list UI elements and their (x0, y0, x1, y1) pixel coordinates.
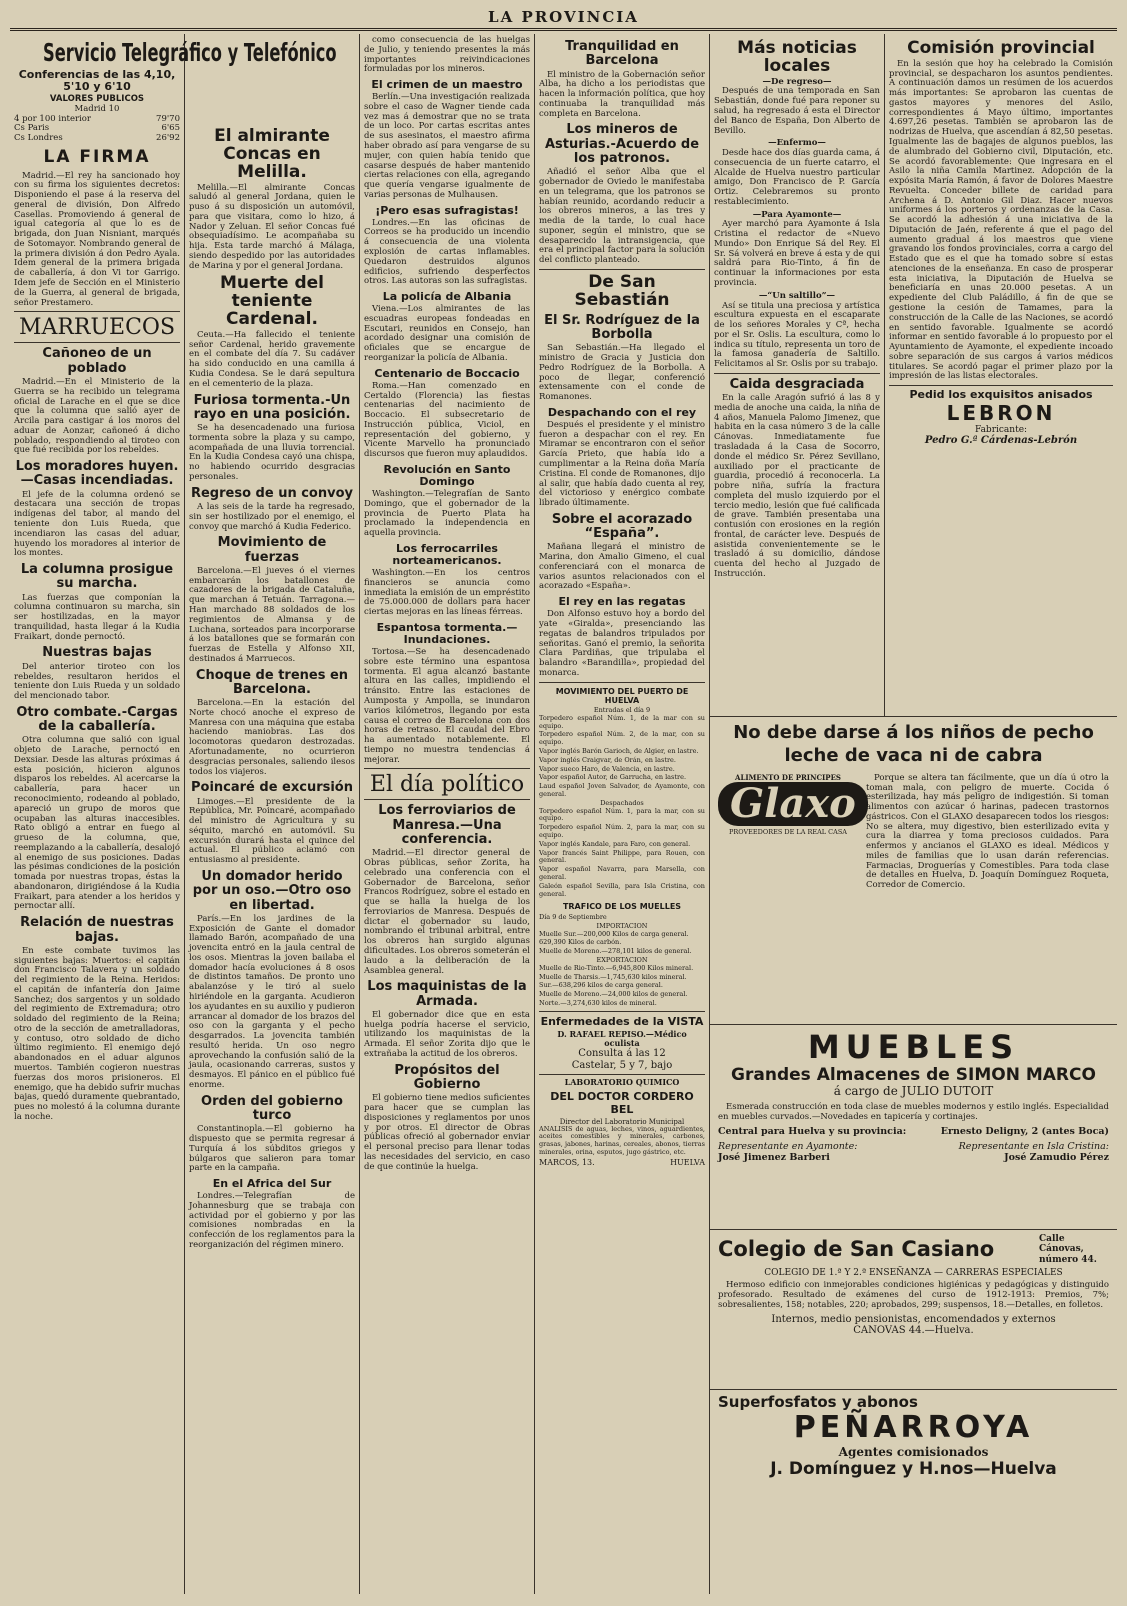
article-headline: Regreso de un convoy (190, 485, 353, 501)
article-headline: Furiosa tormenta.-Un rayo en una posición. (193, 392, 351, 422)
lab-ad-title: LABORATORIO QUIMICO (564, 1077, 680, 1088)
traffic-entry: Sur.—638,296 kilos de carga general. (539, 981, 663, 990)
section-heading: De San Sebastián (574, 271, 670, 310)
article-headline: Caida desgraciada (729, 376, 865, 392)
article-text: Madrid.—El rey ha sancionado hoy con su firma los siguientes decretos: Disponiendo el pase á la reserva del general de división, Don Alfredo Casellas. Promoviendo á general de igual categoría al que lo es de brigada, don Juan Nisniant, marqués de Sotomayor. Nombrando general de la primera división á don Pedro Ayala. Idem general de la primera brigada de caballería, á don Vi tor Garrigo. Idem jefe de Sección en el Ministerio de la Guerra, al general de brigada, señor Prestamero. (14, 170, 180, 308)
article-headline: Propósitos del Gobierno (394, 1062, 500, 1092)
article-text: Barcelona.—En la estación del Norte chocó anoche el expreso de Manresa con una máquina que estaba haciendo maniobras. Las dos locomotoras quedaron destrozadas. Afortunadamente, no ocurrieron desgracias personales, saliendo ilesos todos los viajeros. (189, 698, 355, 777)
section-heading: El día político (369, 772, 525, 798)
port-entry: Vapor inglés Craigvar, de Orán, en lastre. (539, 755, 676, 764)
muebles-reps: José Jimenez Barberi José Zamudio Pérez (718, 1151, 1109, 1163)
traffic-entry: Muelle Sur.—200,000 Kilos de carga general. (539, 929, 689, 938)
article-headline: El crimen de un maestro (371, 78, 523, 92)
article-text: Añadió el señor Alba que el gobernador de Oviedo le manifestaba en un telegrama, que los patronos se habían reunido, acordando reducir a los obreros mineros, a las tres y media de la tarde, lo cual hace suponer, según el ministro, que se desaparecido la intransigencia, que era el principal factor para la solución del conflicto planteado. (539, 167, 705, 266)
traffic-heading: TRAFICO DE LOS MUELLES (562, 902, 682, 912)
article-headline: Los moradores huyen.—Casas incendiadas. (15, 459, 179, 489)
marruecos-heading: MARRUECOS (18, 315, 176, 341)
article-text: Roma.—Han comenzado en Certaldo (Florencia) las fiestas centenarias del nacimiento de Boccacio. El subsecretario de Instrucción pública, Viciol, en representación del gobierno, y Vicente Marvello ha pronunciado discursos que fueron muy aplaudidos. (364, 380, 530, 460)
glaxo-ad-title: No debe darse á los niños de pecho leche de vaca ni de cabra (733, 722, 1094, 767)
article-text: El ministro de la Gobernación señor Alba, ha dicho a los periodistas que hacen la información política, que hoy continuaba la tranquilidad más completa en Barcelona. (539, 69, 705, 119)
column-2 (185, 34, 360, 1594)
port-movements: Entradas el día 9 Torpedero español Núm. 1, de la mar con su equipo. Torpedero español Núm. 2, de la mar, con su equipo. Vapor inglés Barón Garioch, de Algier, en lastre. Vapor inglés Craigvar, de Orán, en lastre. Vapor sueco Haro, de Valencia, en lastre. Vapor español Autor, de Garrucha, en lastre. Laud español Joven Salvador, de Ayamonte, con general. Despachados Torpedero español Núm. 1, para la mar, con su equipo. Torpedero español Núm. 2, para la mar, con su equipo. Vapor inglés Kandale, para Faro, con general. Vapor francés Saint Philippe, para Rouen, con general. Vapor español Navarra, para Marsella, con general. Galeón español Sevilla, para Isla Cristina, con general. TRAFICO DE LOS MUELLES Día 9 de Septiembre IMPORTACION Muelle Sur.—200,000 Kilos de carga general. 629,390 Kilos de carbón. Muelle de Moreno.—278,101 kilos de general. EXPORTACION Muelle de Rio-Tinto.—6,945,800 Kilos mineral. Muelle de Tharsis.—1,745,630 kilos mineral. Sur.—638,296 kilos de carga general. Muelle de Moreno.—24,000 kilos de general. Norte.—3,274,630 kilos de mineral. (539, 706, 705, 1007)
article-text: Después de una temporada en San Sebastián, donde fué para reponer su salud, ha regresado á esta el Director del Banco de España, Don Alberto de Bevillo. (714, 86, 880, 136)
article-text: Washington.—Telegrafían de Santo Domingo, que el gobernador de la provincia de Puerto Plata ha proclamado la independencia en aquella provincia. (364, 489, 530, 539)
port-entry: Vapor francés Saint Philippe, para Rouen, con general. (539, 848, 705, 865)
values-date: Madrid 10 (74, 103, 120, 114)
newspaper-page (10, 6, 1117, 1594)
article-headline: Choque de trenes en Barcelona. (195, 667, 349, 697)
article-headline: Movimiento de fuerzas (217, 535, 327, 565)
port-entry: Vapor inglés Kandale, para Faro, con general. (539, 839, 691, 848)
article-text: Las fuerzas que componían la columna continuaron su marcha, sin ser hostilizadas, en la mayor tranquilidad, hasta llegar á la Kudia Fraikart, donde pernoctó. (14, 592, 180, 642)
article-text: Ayer marchó para Ayamonte á Isla Cristina el redactor de «Nuevo Mundo» Don Enrique Sá del Rey. El Sr. Sá volverá en breve á esta y de qui saldrá para Rio-Tinto, á fin de continuar la informaciones por esta provincia. (714, 219, 880, 288)
article-text: El gobierno tiene medios suficientes para hacer que se cumplan las disposiciones y reglamentos por unos y por otros. El director de Obras públicas ofreció al gobernador enviar el personal preciso para llenar todas las necesidades del servicio, en caso de que continúe la huelga. (364, 1093, 530, 1172)
port-entry: Vapor español Autor, de Garrucha, en lastre. (539, 773, 687, 782)
article-headline: El almirante Concas en Melilla. (214, 126, 330, 182)
article-text: Otra columna que salió con igual objeto de Larache, pernoctó en Dexsiar. Desde las alturas próximas á esta posición, hicieron algunos disparos los rebeldes. Al acercarse la caballería, para hacer un reconocimiento, rodeando al poblado, apareció un grupo de moros que ocupaban las alturas inaccesibles. Rato obligó a entrar en fuego al grueso de la columna, que, reemplazando a la caballería, desalojó al enemigo de sus posiciones. Dadas las pésimas condiciones de la posición tomada por nuestras tropas, éstas la abandonaron, dirigiéndose á la Kudia Fraikart, para atender a los heridos y pernoctar allí. (14, 735, 180, 912)
masthead (10, 6, 1117, 31)
port-entry: Torpedero español Núm. 2, para la mar, con su equipo. (539, 823, 705, 840)
article-headline: El rey en las regatas (558, 595, 686, 609)
article-headline: Tranquilidad en Barcelona (565, 39, 679, 69)
glaxo-logo: Glaxo (718, 782, 868, 826)
article-text: San Sebastián.—Ha llegado el ministro de Gracia y Justicia don Pedro Rodríguez de la Borbolla. A poco de llegar, conferenció extensamente con el conde de Romanones. (539, 343, 705, 403)
glaxo-providers: PROVEEDORES DE LA REAL CASA (729, 827, 847, 836)
conference-times: Conferencias de las 4,10, 5'10 y 6'10 (18, 68, 176, 94)
article-text: Limoges.—El presidente de la República, Mr. Poincaré, acompañado del ministro de Agricultura y su séquito, marchó en automóvil. Su excursión durará hasta el quince del actual. El público aclamó con entusiasmo al presidente. (189, 796, 355, 866)
article-text: Don Alfonso estuvo hoy a bordo del yate «Giralda», presenciando las regatas de balandros tripulados por señoritas. Ganó el premio, la señorita Clara Pardiñas, que tripulaba el balandro «Barandilla», propiedad del monarca. (539, 609, 705, 678)
column-5 (710, 34, 1117, 1594)
traffic-entry: Muelle de Moreno.—278,101 kilos de general. (539, 947, 692, 956)
article-text: En este combate tuvimos las siguientes bajas: Muertos: el capitán don Francisco Talavera y un soldado del regimiento de la Reina. Heridos: el capitán de infantería don Jaime Sanchez; dos sargentos y un soldado del regimiento de Extremadura; otro soldado del regimiento de la Reina; otro de la sección de ametralladoras, y contuso, otro soldado de dicho último regimiento. El enemigo dejó abandonados en el aduar algunos muertos. También cogieron nuestras fuerzas dos moros prisioneros. El enemigo, que ha debido sufrir muchas bajas, quedó duramente quebrantado, pues no molestó á la columna durante la noche. (14, 945, 180, 1122)
article-text: En la sesión que hoy ha celebrado la Comisión provincial, se despacharon los asuntos pendientes. A continuación damos un resúmen de los acuerdos más importantes: Se aprobaron las cuentas de gastos mayores y menores del Asilo, correspondientes á Mayo último, importantes 4.697,26 pesetas. También se aprobaron las de nodrizas de Huelva, que ascendían á 82,50 pesetas. Igualmente las de bagajes de algunos pueblos, las de alumbrado del Gobierno civil, Diputación, etc. Se acordó favorablemente: Que ingresara en el Asilo la niña Camila Martinez. Adopción de la expósita María Ramón, á favor de Dolores Maestre Revuelta. Conceder billete de caridad para Archena á D. Antonio Gil Diaz. Hacer nuevos uniformes á los porteros y ordenanzas de la Casa. Se acordó la adhesión á una iniciativa de la Diputación de Jaén, referente á que el pago del aumento gradual á los maestros que viene gravando los fondos provinciales, corra a cargo del Estado que es el que ha tomado sobre sí estas atenciones de la enseñanza. En caso de prosperar esta iniciativa, la Diputación de Huelva se beneficiaría en unas 20.000 pesetas. A un expediente del Club Paládillo, á fin de que se gestione la cesión de Tamames, para la construcción de la Calle de las Naciones, se acordó en sentido favorable. Igualmente se acordó informar en sentido favorable á lo propuesto por el Ayuntamiento de Ayamonte, el expediente incoado sobre separación de sus cargos á varios médicos titulares. Se acordó pagar el primer plazo por la impresión de las listas electorales. (889, 58, 1113, 382)
colegio-contact: CANOVAS 44.—Huelva. (853, 1325, 974, 1337)
port-heading: MOVIMIENTO DEL PUERTO DE HUELVA (555, 686, 689, 705)
port-entry: Laud español Joven Salvador, de Ayamonte, con general. (539, 782, 705, 799)
traffic-entry: Norte.—3,274,630 kilos de mineral. (539, 998, 657, 1007)
lebron-ad-maker: Pedro G.ª Cárdenas-Lebrón (924, 435, 1078, 447)
article-text: Londres.—Telegrafían de Johannesburg que se trabaja con actividad por el gobierno y por las comisiones nombradas en la confección de los reglamentos para la reorganización del régimen minero. (189, 1191, 355, 1250)
colegio-boarders: Internos, medio pensionistas, encomendados y externos (771, 1313, 1056, 1325)
muebles-charge: á cargo de JULIO DUTOIT (833, 1084, 994, 1099)
values-row: 4 por 100 interior 79'70 (14, 113, 180, 124)
muebles-central: Central para Huelva y su provincia: Ernesto Deligny, 2 (antes Boca) (718, 1125, 1109, 1137)
article-headline: La columna prosigue su marcha. (20, 562, 174, 592)
subhead: —Para Ayamonte— (752, 209, 842, 220)
article-text: Del anterior tiroteo con los rebeldes, resultaron heridos el teniente don Luis Rueda y un soldado del mencionado tabor. (14, 661, 180, 702)
lebron-ad-top: Pedid los exquisitos anisados (909, 388, 1093, 402)
port-entry: Vapor inglés Barón Garioch, de Algier, en lastre. (539, 747, 699, 756)
article-text: Así se titula una preciosa y artística escultura expuesta en el escaparate de los señores Morales y Cª, hecha por el Sr. Oslis. La escultura, como lo indica su título, representa un toro de la famosa ganadería de Saltillo. Felicitamos al Sr. Oslis por su trabajo. (714, 300, 880, 370)
article-headline: Un domador herido por un oso.—Otro oso en libertad. (192, 868, 352, 913)
article-text: Londres.—En las oficinas de Correos se ha producido un incendio á consecuencia de una violenta explosión de cartas inflamables. Quedaron destruidos algunos edificios, sufriendo desperfectos otros. Las autoras son las sufragistas. (364, 217, 530, 287)
article-text: Washington.—En los centros financieros se anuncia como inmediata la emisión de un empréstito de 75.000.000 de dollars para hacer ciertas mejoras en las líneas férreas. (364, 568, 530, 618)
muebles-title: MUEBLES (807, 1028, 1020, 1066)
muebles-reps-labels: Representante en Ayamonte: Representante en Isla Cristina: (718, 1140, 1109, 1152)
article-text: Se ha desencadenado una furiosa tormenta sobre la plaza y su campo, acompañada de una lluvia torrencial. En la Kudia Condesa cayó una chispa, no habiendo ocurrido desgracias personales. (189, 423, 355, 482)
port-entry: Torpedero español Núm. 1, para la mar, con su equipo. (539, 806, 705, 823)
section-title: Servicio Telegráfico y Telefónico (43, 38, 337, 67)
article-headline: La policía de Albania (382, 290, 512, 304)
glaxo-tagline: ALIMENTO DE PRINCIPES (735, 772, 841, 782)
lab-ad-sub: Director del Laboratorio Municipal (559, 1117, 685, 1126)
colegio-sub: COLEGIO DE 1.ª Y 2.ª ENSEÑANZA — CARRERAS ESPECIALES (764, 1268, 1063, 1279)
article-headline: Despachando con el rey (547, 405, 697, 419)
lab-ad-text: ANALISIS de aguas, leches, vinos, aguardientes, aceites comestibles y minerales, carbones, grasas, jabones, harinas, cereales, abonos, tierras minerales, orina, esputos, jugo gástrico, etc. (539, 1124, 705, 1157)
local-news-heading: Más noticias locales (737, 38, 857, 76)
article-text: A las seis de la tarde ha regresado, sin ser hostilizado por el enemigo, el convoy que marchó á Kudia Federico. (189, 502, 355, 532)
colegio-ad (710, 1230, 1117, 1390)
lab-ad-name: DEL DOCTOR CORDERO BEL (550, 1090, 694, 1116)
article-text: Berlín.—Una investigación realizada sobre el caso de Wagner tiende cada vez mas á demostrar que no se trata de un loco. Por cartas escritas antes de sus asesinatos, el maestro afirma haber obrado así para vengarse de su mujer, con quien había tenido que casarse después de haber mantenido ciertas relaciones con ella, agregando que quería vengarse igualmente de varias personas de Mulhausen. (364, 92, 530, 200)
port-entry: Galeón español Sevilla, para Isla Cristina, con general. (539, 881, 705, 898)
article-headline: Centenario de Boccacio (374, 366, 520, 380)
local-news-column (710, 34, 885, 716)
article-text: como consecuencia de las huelgas de Julio, y teniendo presentes la más importantes reivindicaciones formuladas por los mineros. (364, 35, 530, 75)
lebron-ad-maker-label: Fabricante: (974, 424, 1028, 435)
column-4 (535, 34, 710, 1594)
muebles-text: Esmerada construcción en toda clase de muebles modernos y estilo inglés. Especialidad en muebles curvados.—Novedades en tapicería y cortinajes. (718, 1102, 1109, 1122)
firma-heading: LA FIRMA (43, 147, 151, 168)
subhead: —“Un saltillo”— (758, 290, 836, 301)
article-text: Constantinopla.—El gobierno ha dispuesto que se permita regresar á Turquía á los súbditos griegos y búlgaros que salieron para tomar parte en la campaña. (189, 1124, 355, 1174)
article-headline: ¡Pero esas sufragistas! (375, 203, 519, 217)
article-headline: Los ferrocarriles norteamericanos. (392, 541, 502, 568)
lebron-ad-brand: LEBRON (946, 400, 1056, 425)
article-text: En la calle Aragón sufrió á las 8 y media de anoche una caida, la niña de 4 años, Manuela Palomo Jimenez, que habita en la casa número 3 de la calle Cánovas. Inmediatamente fue trasladada á la Casa de Socorro, donde el médico Sr. Pérez Sevillano, auxiliado por el practicante de guardia, procedió á reconocerla. La pobre niña, sufría la fractura completa del muslo izquierdo por el tercio medio, lesión que fué calificada de grave. También presentaba una contusión con erosiones en la región frontal, de carácter leve. Después de asistida convenientemente se le trasladó á su domicilio, dándose cuenta del hecho al Juzgado de Instrucción. (714, 393, 880, 579)
muebles-ad (710, 1025, 1117, 1230)
penarroya-name: J. Domínguez y H.nos—Huelva (770, 1458, 1057, 1479)
article-headline: Sobre el acorazado “España”. (551, 511, 693, 542)
vista-ad-hours: Consulta á las 12 (578, 1048, 666, 1060)
glaxo-ad (710, 717, 1117, 1025)
article-headline: Muerte del teniente Cardenal. (219, 273, 325, 330)
article-headline: Los ferroviarios de Manresa.—Una conferencia. (378, 803, 516, 848)
article-headline: En el Africa del Sur (212, 1177, 332, 1191)
masthead-title: LA PROVINCIA (488, 8, 639, 26)
comision-column (885, 34, 1117, 716)
article-headline: Cañoneo de un poblado (42, 346, 152, 376)
article-headline: Revolución en Santo Domingo (383, 462, 511, 489)
penarroya-top: Superfosfatos y abonos (718, 1393, 918, 1411)
article-text: Desde hace dos días guarda cama, á consecuencia de un fuerte catarro, el Alcalde de Huelva nuestro particular amigo, Don Francisco de P. García Ortiz. Celebraremos su pronto restablecimiento. (714, 148, 880, 207)
vista-ad-address: Castelar, 5 y 7, bajo (571, 1059, 673, 1071)
article-headline: Espantosa tormenta.—Inundaciones. (376, 620, 518, 647)
vista-ad-doctor: D. RAFAEL REPISO.—Médico oculista (557, 1028, 687, 1049)
article-text: Barcelona.—El jueves ó el viernes embarcarán los batallones de cazadores de la brigada de Cataluña, que marchan á Tetuán. Tarragona.—Han marchado 88 soldados de los regimientos de Almansa y de Luchana, sorteados para incorporarse á los batallones que se formarán con fuerzas de Estella y Alfonso XII, destinados á Marruecos. (189, 565, 355, 664)
values-title: VALORES PUBLICOS (49, 94, 145, 105)
article-text: Viena.—Los almirantes de las escuadras europeas fondeadas en Escutari, reunidos en Consejo, han acordado designar una comisión de oficiales que se encargue de reorganizar la policía de Albania. (364, 304, 530, 363)
values-row: Cs Londres 26'92 (14, 133, 180, 144)
article-headline: Los maquinistas de la Armada. (367, 979, 527, 1009)
glaxo-ad-text: Porque se altera tan fácilmente, que un día ú otro la toman mala, con peligro de muerte. Cocida ó esterilizada, hay más peligro de indigestión. Si toman alimentos con azúcar ó harinas, padecen trastornos gástricos. Con el GLAXO desaparecen todos los riesgos: No se altera, muy digestivo, bien esterilizado evita y cura la diarrea y toma preciosos cuidados. Para enfermos y ancianos el GLAXO es ideal. Médicos y miles de familias que lo usan darán referencias. Farmacias, Droguerías y Comestibles. Para toda clase de detalles en Huelva, D. Joaquín Domínguez Roqueta, Corredor de Comercio. (866, 772, 1109, 891)
article-headline: Relación de nuestras bajas. (20, 915, 174, 945)
penarroya-agents: Agentes comisionados (838, 1444, 989, 1459)
article-headline: Orden del gobierno turco (201, 1093, 343, 1123)
article-text: Madrid.—En el Ministerio de la Guerra se ha recibido un telegrama oficial de Larache en el que se dice que la columna que salió ayer de Arcila para castigar á los moros del aduar de Aonzar, cañoneó á dicho poblado, respondiendo al tiroteo con que fué recibida por los rebeldes. (14, 376, 180, 456)
article-headline: Comisión provincial (907, 38, 1095, 58)
article-text: Melilla.—El almirante Concas saludó al general Jordana, quien le puso á su disposición un automóvil, para que visitara, como lo hizo, á Nador y Zeluan. El señor Concas fué obsequiadísimo. Le acompañaba su hija. Esta tarde marchó á Málaga, siendo despedido por las autoridades de Marina y por el general Jordana. (189, 182, 355, 271)
columns (10, 34, 1117, 1594)
article-text: Después el presidente y el ministro fueron a despachar con el rey. En Miramar se encontraron con el señor García Prieto, que había ido a cumplimentar a la Reina doña María Cristina. El conde de Romanones, dijo al salir, que había dado cuenta al rey, del victorioso y enérgico combate librado últimamente. (539, 419, 705, 509)
penarroya-ad (710, 1390, 1117, 1483)
vista-ad-title: Enfermedades de la VISTA (540, 1014, 704, 1028)
article-text: El gobernador dice que en esta huelga podría hacerse el servicio, utilizando los maquinistas de la Armada. El señor Zorita dijo que le extrañaba la actitud de los obreros. (364, 1009, 530, 1059)
article-headline: Los mineros de Asturias.-Acuerdo de los patronos. (544, 122, 700, 167)
traffic-entry: 629,390 Kilos de carbón. (539, 938, 622, 947)
port-entry: Torpedero español Núm. 2, de la mar, con su equipo. (539, 730, 705, 747)
subhead: —Enfermo— (768, 138, 826, 149)
values-row: Cs Paris 6'65 (14, 123, 180, 134)
colegio-text: Hermoso edificio con inmejorables condiciones higiénicas y pedagógicas y distinguido profesorado. Resultado de exámenes del curso de 1912-1913: Premios, 7%; sobresalientes, 158; notables, 220; aprobados, 299; suspensos, 18.—Detalles, en folletos. (718, 1280, 1109, 1310)
colegio-title: Colegio de San Casiano (718, 1237, 995, 1262)
article-headline: Poincaré de excursión (190, 780, 353, 796)
local-news-area (710, 34, 1117, 717)
article-text: París.—En los jardines de la Exposición de Gante el domador llamado Barón, acompañado de una jovencita entró en la jaula central de los osos. Mientras la joven bailaba el domador hacía evoluciones á 8 osos de distintos tamaños. De pronto uno abalanzóse y le tiró al suelo hiriéndole en la garganta. Acudieron los ayudantes en su auxilio y pudieron arrancar al domador de los brazos del oso con la garganta y el pecho desgarrados. La jovencita también resultó herida. Un oso negro aprovechando la confusión salió de la jaula, ocasionando carreras, sustos y desmayos. El pánico en el público fué enorme. (189, 913, 355, 1090)
traffic-entry: Muelle de Rio-Tinto.—6,945,800 Kilos mineral. (539, 963, 694, 972)
article-text: Ceuta.—Ha fallecido el teniente señor Cardenal, herido gravemente en el combate del día 7. Su cadáver ha sido conducido en una camilla á Kudia Condesa. Se le dará sepultura en el cementerio de la plaza. (189, 329, 355, 389)
port-entry: Vapor sueco Haro, de Valencia, en lastre. (539, 764, 675, 773)
port-entry: Vapor español Navarra, para Marsella, con general. (539, 865, 705, 882)
public-values (14, 95, 180, 144)
article-text: Tortosa.—Se ha desencadenado sobre este término una espantosa tormenta. El agua alcanzó bastante altura en las calles, impidiendo el tránsito. Entre las estaciones de Aumposta y Ampolla, se inundaron varios kilómetros, llegando por esta causa el correo de Barcelona con dos horas de retraso. El caudal del Ebro ha aumentado notablemente. El tiempo no muestra tendencias á mejorar. (364, 647, 530, 765)
penarroya-brand: PEÑARROYA (793, 1410, 1034, 1446)
article-text: Mañana llegará el ministro de Marina, don Amalio Gimeno, el cual conferenciará con el monarca de varios asuntos relacionados con el acorazado «España». (539, 542, 705, 592)
colegio-address: Calle Cánovas, número 44. (1039, 1234, 1097, 1265)
article-headline: El Sr. Rodríguez de la Borbolla (544, 312, 700, 342)
port-entry: Torpedero español Núm. 1, de la mar con su equipo. (539, 713, 705, 730)
column-3 (360, 34, 535, 1594)
article-headline: Nuestras bajas (42, 645, 152, 661)
traffic-entry: Muelle de Moreno.—24,000 kilos de general. (539, 990, 688, 999)
article-text: Madrid.—El director general de Obras públicas, señor Zorita, ha celebrado una conferencia con el Gobernador de Barcelona, señor Francos Rodríguez, sobre el estado en que se halla la huelga de los ferroviarios de Manresa. Después de dictar el gobernador su laudo, nombrando el tribunal arbitral, entre los obreros han surgido algunas dificultades. Los obreros someterán el laudo a la deliberación de la Asamblea general. (364, 848, 530, 976)
article-text: El jefe de la columna ordenó se destacara una sección de tropas indígenas del tabor, al mando del teniente don Luis Rueda, que incendiaron las casas del aduar, huyendo los moradores al interior de los montes. (14, 489, 180, 559)
muebles-store: Grandes Almacenes de SIMON MARCO (731, 1064, 1096, 1085)
subhead: —De regreso— (762, 76, 832, 87)
traffic-entry: Muelle de Tharsis.—1,745,630 kilos mineral. (539, 972, 687, 981)
article-headline: Otro combate.-Cargas de la caballería. (16, 704, 178, 735)
lab-ad-footer: MARCOS, 13. HUELVA (539, 1157, 705, 1167)
